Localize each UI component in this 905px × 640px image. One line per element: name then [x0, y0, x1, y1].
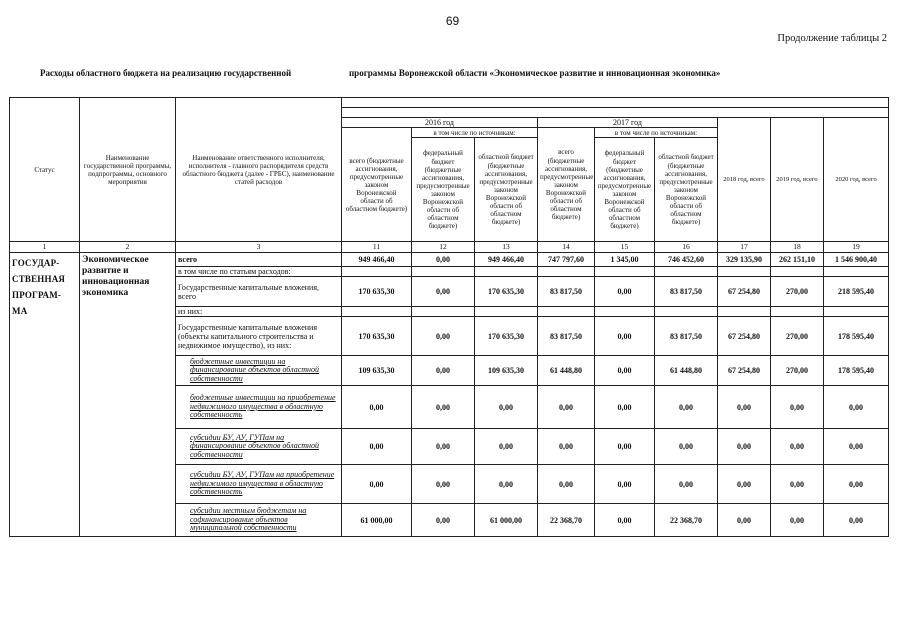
value-cell — [412, 267, 475, 277]
expense-article-text: в том числе по статьям расходов: — [178, 267, 291, 277]
column-number: 19 — [824, 242, 889, 253]
column-number: 18 — [771, 242, 824, 253]
value-cell — [538, 267, 595, 277]
value-cell: 83 817,50 — [655, 317, 718, 356]
value-cell: 218 595,40 — [824, 277, 889, 307]
value-cell: 0,00 — [771, 429, 824, 465]
value-cell: 61 000,00 — [475, 504, 538, 537]
status-line: ПРОГРАМ- — [12, 290, 62, 301]
header-incl-2016: в том числе по источникам: — [412, 128, 538, 138]
column-number: 3 — [176, 242, 342, 253]
value-cell: 170 635,30 — [342, 317, 412, 356]
value-cell: 170 635,30 — [475, 317, 538, 356]
value-cell: 0,00 — [595, 429, 655, 465]
value-cell: 0,00 — [595, 465, 655, 504]
value-cell: 178 595,40 — [824, 317, 889, 356]
value-cell — [655, 267, 718, 277]
value-cell: 170 635,30 — [475, 277, 538, 307]
value-cell: 270,00 — [771, 277, 824, 307]
expense-article-text: бюджетные инвестиции на финансирование объектов областной собственности — [190, 356, 320, 383]
expense-article-text: всего — [178, 255, 198, 265]
header-regional-2017: областной бюджет (бюджетные ассигнования, предусмотренные законом Воронежской области об областном бюджете) — [655, 138, 718, 242]
table-row — [10, 253, 889, 267]
value-cell: 67 254,80 — [718, 356, 771, 386]
value-cell: 0,00 — [342, 386, 412, 429]
expense-article-label — [176, 465, 342, 504]
value-cell: 22 368,70 — [655, 504, 718, 537]
value-cell — [718, 267, 771, 277]
header-year-2017: 2017 год — [538, 118, 718, 128]
header-2020: 2020 год, всего — [824, 118, 889, 242]
header-empty-band-2 — [342, 108, 889, 118]
expense-article-label — [176, 356, 342, 386]
value-cell: 22 368,70 — [538, 504, 595, 537]
value-cell: 329 135,90 — [718, 253, 771, 267]
value-cell: 61 448,80 — [538, 356, 595, 386]
value-cell: 0,00 — [342, 429, 412, 465]
value-cell — [595, 267, 655, 277]
status-line: ГОСУДАР- — [12, 258, 60, 269]
table-body — [10, 253, 889, 537]
value-cell: 109 635,30 — [342, 356, 412, 386]
status-line: МА — [12, 306, 28, 317]
value-cell: 109 635,30 — [475, 356, 538, 386]
value-cell — [595, 307, 655, 317]
expense-article-text: Государственные капитальные вложения, всего — [178, 282, 320, 301]
value-cell: 83 817,50 — [538, 317, 595, 356]
table-title-part1: Расходы областного бюджета на реализацию государственной — [40, 68, 292, 78]
value-cell: 0,00 — [655, 386, 718, 429]
value-cell: 0,00 — [718, 465, 771, 504]
value-cell: 0,00 — [718, 504, 771, 537]
value-cell: 83 817,50 — [538, 277, 595, 307]
expense-article-text: из них: — [178, 307, 203, 317]
value-cell: 0,00 — [538, 429, 595, 465]
expense-article-label — [176, 277, 342, 307]
value-cell: 0,00 — [342, 465, 412, 504]
program-name-cell: Экономическое развитие и инновационная экономика — [80, 253, 176, 537]
value-cell: 61 000,00 — [342, 504, 412, 537]
value-cell: 270,00 — [771, 317, 824, 356]
header-year-2016: 2016 год — [342, 118, 538, 128]
expense-article-text: бюджетные инвестиции на приобретение недвижимого имущества в областную собственность — [190, 393, 336, 420]
status-line: СТВЕННАЯ — [12, 274, 66, 285]
value-cell: 0,00 — [595, 386, 655, 429]
header-federal-2016: федеральный бюджет (бюджетные ассигнования, предусмотренные законом Воронежской области об областном бюджете) — [412, 138, 475, 242]
table-title-part2: программы Воронежской области «Экономическое развитие и инновационная экономика» — [349, 68, 721, 78]
value-cell: 747 797,60 — [538, 253, 595, 267]
value-cell: 1 546 900,40 — [824, 253, 889, 267]
value-cell: 0,00 — [412, 465, 475, 504]
header-federal-2017: федеральный бюджет (бюджетные ассигнования, предусмотренные законом Воронежской области об областном бюджете) — [595, 138, 655, 242]
value-cell — [342, 307, 412, 317]
value-cell: 0,00 — [655, 429, 718, 465]
value-cell — [538, 307, 595, 317]
header-status: Статус — [10, 98, 80, 242]
column-number: 17 — [718, 242, 771, 253]
value-cell: 0,00 — [595, 317, 655, 356]
value-cell: 0,00 — [824, 465, 889, 504]
value-cell: 949 466,40 — [342, 253, 412, 267]
value-cell — [475, 267, 538, 277]
expense-article-label — [176, 307, 342, 317]
expense-article-text: субсидии БУ, АУ, ГУПам на финансирование объектов областной собственности — [190, 432, 320, 459]
value-cell: 67 254,80 — [718, 277, 771, 307]
value-cell: 0,00 — [655, 465, 718, 504]
value-cell — [475, 307, 538, 317]
value-cell: 746 452,60 — [655, 253, 718, 267]
expense-article-label — [176, 429, 342, 465]
header-executor: Наименование ответственного исполнителя, исполнителя - главного распорядителя средств областного бюджета (далее - ГРБС), наименование статей расходов — [176, 98, 342, 242]
header-program: Наименование государственной программы, подпрограммы, основного мероприятия — [80, 98, 176, 242]
value-cell — [655, 307, 718, 317]
expense-article-label — [176, 317, 342, 356]
value-cell: 0,00 — [412, 429, 475, 465]
value-cell: 0,00 — [771, 465, 824, 504]
value-cell — [342, 267, 412, 277]
expense-article-text: субсидии местным бюджетам на софинансирование объектов муниципальной собственности — [190, 506, 307, 533]
value-cell: 0,00 — [412, 504, 475, 537]
expense-article-label — [176, 267, 342, 277]
expense-article-label — [176, 386, 342, 429]
header-total-2016: всего (бюджетные ассигнования, предусмотренные законом Воронежской области об областном бюджете) — [342, 128, 412, 242]
value-cell: 949 466,40 — [475, 253, 538, 267]
budget-table — [9, 97, 889, 537]
table-continuation-label: Продолжение таблицы 2 — [777, 33, 887, 44]
value-cell: 1 345,00 — [595, 253, 655, 267]
header-empty-band — [342, 98, 889, 108]
value-cell: 0,00 — [538, 465, 595, 504]
value-cell — [824, 267, 889, 277]
value-cell — [412, 307, 475, 317]
value-cell: 178 595,40 — [824, 356, 889, 386]
value-cell: 61 448,80 — [655, 356, 718, 386]
column-number: 12 — [412, 242, 475, 253]
column-number: 16 — [655, 242, 718, 253]
column-numbers-row — [10, 242, 889, 253]
column-number: 13 — [475, 242, 538, 253]
header-2018: 2018 год, всего — [718, 118, 771, 242]
header-regional-2016: областной бюджет (бюджетные ассигнования, предусмотренные законом Воронежской области об областном бюджете) — [475, 138, 538, 242]
value-cell: 0,00 — [595, 356, 655, 386]
value-cell: 262 151,10 — [771, 253, 824, 267]
column-number: 14 — [538, 242, 595, 253]
value-cell — [718, 307, 771, 317]
value-cell: 0,00 — [824, 429, 889, 465]
value-cell — [824, 307, 889, 317]
header-2019: 2019 год, всего — [771, 118, 824, 242]
value-cell: 0,00 — [595, 277, 655, 307]
value-cell: 0,00 — [412, 317, 475, 356]
value-cell: 0,00 — [412, 356, 475, 386]
page-number: 69 — [445, 14, 460, 28]
value-cell: 0,00 — [475, 386, 538, 429]
value-cell — [771, 267, 824, 277]
value-cell: 0,00 — [412, 253, 475, 267]
column-number: 15 — [595, 242, 655, 253]
value-cell: 270,00 — [771, 356, 824, 386]
status-cell — [10, 253, 80, 537]
expense-article-text: Государственные капитальные вложения (объекты капитального строительства и недвижимое имущество), из них: — [178, 322, 318, 350]
value-cell: 0,00 — [412, 386, 475, 429]
header-top-row — [10, 98, 889, 108]
expense-article-label — [176, 504, 342, 537]
value-cell: 0,00 — [718, 429, 771, 465]
column-number: 11 — [342, 242, 412, 253]
value-cell: 170 635,30 — [342, 277, 412, 307]
column-number: 2 — [80, 242, 176, 253]
value-cell: 0,00 — [824, 504, 889, 537]
value-cell: 0,00 — [824, 386, 889, 429]
value-cell: 83 817,50 — [655, 277, 718, 307]
header-incl-2017: в том числе по источникам: — [595, 128, 718, 138]
value-cell: 0,00 — [412, 277, 475, 307]
value-cell: 0,00 — [475, 429, 538, 465]
value-cell: 0,00 — [538, 386, 595, 429]
value-cell: 67 254,80 — [718, 317, 771, 356]
value-cell: 0,00 — [718, 386, 771, 429]
value-cell — [771, 307, 824, 317]
value-cell: 0,00 — [771, 386, 824, 429]
value-cell: 0,00 — [475, 465, 538, 504]
value-cell: 0,00 — [771, 504, 824, 537]
expense-article-label — [176, 253, 342, 267]
value-cell: 0,00 — [595, 504, 655, 537]
expense-article-text: субсидии БУ, АУ, ГУПам на приобретение недвижимого имущества в областную собственность — [190, 470, 335, 497]
header-total-2017: всего (бюджетные ассигнования, предусмотренные законом Воронежской области об областном бюджете) — [538, 128, 595, 242]
column-number: 1 — [10, 242, 80, 253]
